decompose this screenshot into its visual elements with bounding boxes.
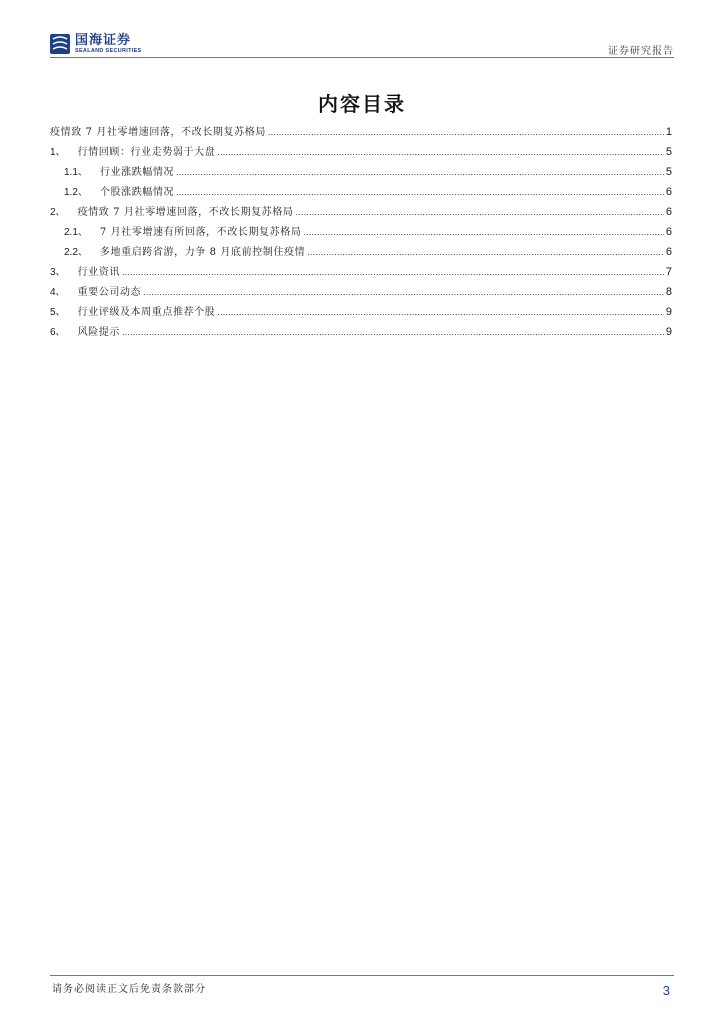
toc-entry-label: 重要公司动态: [77, 287, 142, 298]
toc-entry[interactable]: [50, 282, 672, 302]
toc-entry[interactable]: [50, 182, 672, 202]
company-logo: [50, 32, 142, 56]
toc-entry-page: 9: [665, 326, 672, 338]
logo-english-name: SEALAND SECURITIES: [75, 47, 142, 54]
toc-leader-dots: [217, 142, 664, 162]
toc-leader-dots: [176, 182, 664, 202]
page-header: [50, 30, 674, 58]
toc-entry[interactable]: [50, 162, 672, 182]
toc-entry-page: 1: [665, 126, 672, 138]
footer-disclaimer: 请务必阅读正文后免责条款部分: [52, 984, 206, 995]
toc-entry-page: 6: [665, 186, 672, 198]
toc-entry[interactable]: [50, 322, 672, 342]
toc-entry-number: 1.2、: [64, 187, 88, 198]
toc-entry-number: 2.2、: [64, 247, 88, 258]
toc-entry[interactable]: [50, 142, 672, 162]
toc-entry-label: 行业资讯: [77, 267, 120, 278]
toc-entry-number: 6、: [50, 327, 66, 338]
toc-entry-page: 6: [665, 226, 672, 238]
toc-entry-number: 3、: [50, 267, 66, 278]
logo-chinese-name: 国海证券: [75, 32, 132, 48]
toc-entry-number: 2.1、: [64, 227, 88, 238]
toc-entry-label: 行业涨跌幅情况: [99, 167, 175, 178]
toc-entry-label: 多地重启跨省游，力争 8 月底前控制住疫情: [99, 247, 306, 258]
toc-leader-dots: [143, 282, 664, 302]
toc-entry-label: 风险提示: [77, 327, 120, 338]
sealand-logo-icon: [50, 34, 70, 54]
toc-entry-label: 7 月社零增速有所回落，不改长期复苏格局: [99, 227, 302, 238]
document-type-label: 证券研究报告: [608, 46, 674, 57]
toc-title: 内容目录: [318, 92, 406, 116]
table-of-contents: [50, 122, 672, 342]
footer-divider: [50, 975, 674, 976]
toc-entry[interactable]: [50, 242, 672, 262]
toc-entry[interactable]: [50, 122, 672, 142]
toc-leader-dots: [122, 262, 664, 282]
toc-entry-number: 1.1、: [64, 167, 88, 178]
toc-entry-number: 1、: [50, 147, 66, 158]
toc-entry[interactable]: [50, 202, 672, 222]
toc-leader-dots: [268, 122, 664, 142]
toc-entry-page: 8: [665, 286, 672, 298]
toc-entry-page: 5: [665, 146, 672, 158]
toc-entry-number: 5、: [50, 307, 66, 318]
toc-leader-dots: [176, 162, 664, 182]
toc-entry[interactable]: [50, 262, 672, 282]
toc-entry-page: 5: [665, 166, 672, 178]
toc-leader-dots: [295, 202, 663, 222]
header-divider: [50, 57, 674, 58]
page-number: 3: [662, 983, 670, 998]
toc-entry-number: 4、: [50, 287, 66, 298]
toc-entry-label: 行情回顾：行业走势弱于大盘: [77, 147, 216, 158]
toc-entry-label: 行业评级及本周重点推荐个股: [77, 307, 216, 318]
toc-entry-label: 疫情致 7 月社零增速回落，不改长期复苏格局: [77, 207, 294, 218]
toc-entry-page: 6: [665, 246, 672, 258]
toc-entry[interactable]: [50, 222, 672, 242]
toc-leader-dots: [217, 302, 664, 322]
toc-entry-page: 6: [665, 206, 672, 218]
toc-entry-number: 2、: [50, 207, 66, 218]
toc-entry-label: 个股涨跌幅情况: [99, 187, 175, 198]
toc-leader-dots: [307, 242, 664, 262]
toc-leader-dots: [303, 222, 663, 242]
toc-entry[interactable]: [50, 302, 672, 322]
toc-entry-page: 7: [665, 266, 672, 278]
toc-leader-dots: [122, 322, 664, 342]
toc-entry-page: 9: [665, 306, 672, 318]
toc-entry-label: 疫情致 7 月社零增速回落，不改长期复苏格局: [50, 127, 266, 138]
